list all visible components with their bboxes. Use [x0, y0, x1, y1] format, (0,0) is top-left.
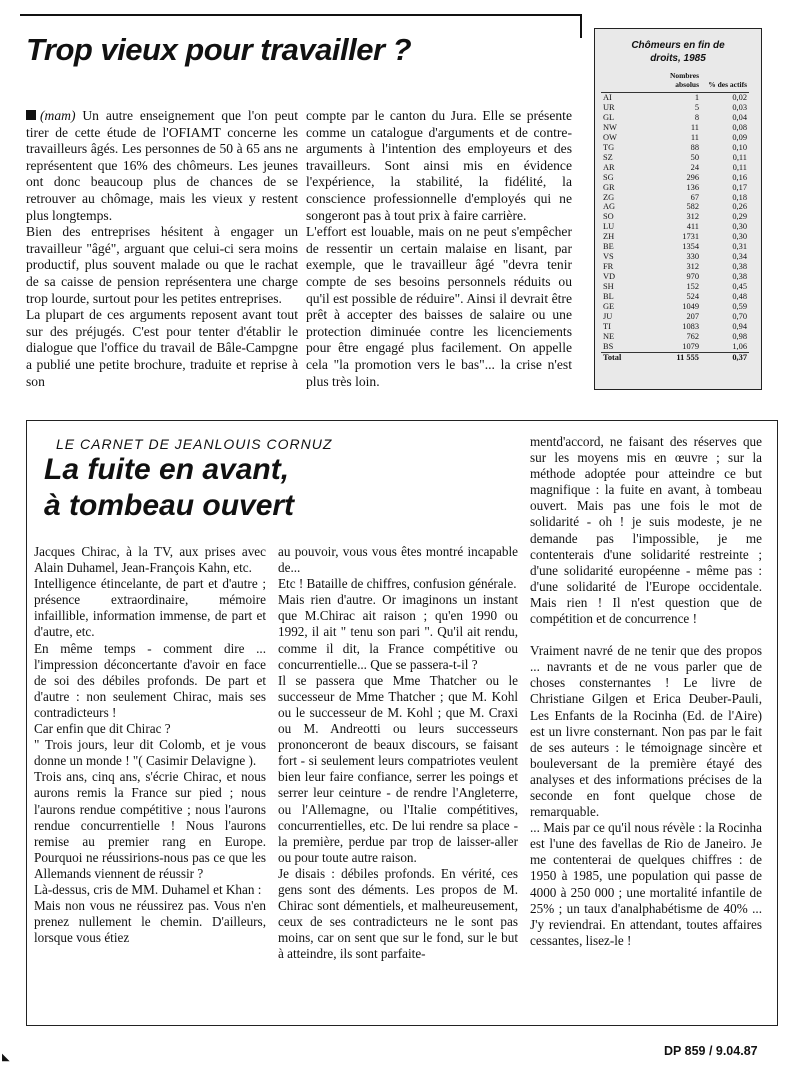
percent-active: 0,02: [732, 93, 747, 102]
absolute-count: 524: [686, 292, 699, 302]
column-header-absolute: Nombres absolus: [645, 71, 701, 93]
carnet-column-3: [530, 434, 762, 949]
canton-code: AR: [603, 162, 615, 172]
absolute-count: 1: [694, 93, 699, 102]
percent-active: 0,04: [732, 112, 747, 122]
paragraph: Car enfin que dit Chirac ?: [34, 721, 171, 737]
paragraph: L'effort est louable, mais on ne peut s'empêcher de ressentir un certain malaise en lisant, par exemple, que le travailleur âgé "devra tenir compte de ses besoins personnels réduits ou qu'il est possible de réduire". Ainsi il devrait être prêt à accepter des baisses de salaire ou une protection diminuée contre les licenciements pour être engagé plus facilement. On appelle cela "la promotion vers le bas"... la crise n'est plus très loin.: [306, 224, 572, 389]
top-rule: [20, 14, 580, 16]
page-footer: DP 859 / 9.04.87: [664, 1044, 758, 1058]
percent-active: 0,48: [732, 292, 747, 302]
canton-code: Total: [601, 352, 645, 362]
table-row: [601, 252, 749, 262]
percent-active: 0,38: [732, 262, 747, 272]
canton-code: BS: [603, 341, 614, 351]
percent-active: 0,37: [701, 352, 749, 362]
table-title: Chômeurs en fin de droits, 1985: [631, 40, 725, 64]
paragraph: Là-dessus, cris de MM. Duhamel et Khan :: [34, 881, 262, 897]
canton-code: BE: [603, 242, 614, 252]
canton-code: LU: [603, 222, 615, 232]
paragraph: ... Mais par ce qu'il nous révèle : la Rocinha est l'une des favellas de Rio de Janeiro. Je me contenterai de quelques chiffres : de 1950 à 1985, une population qui passe de 4000 à 250 000 ; une mortalité infantile de 25% ; un taux d'analphabétisme de 40% ... J'y reviendrai. En attendant, toutes affaires cessantes, lisez-le !: [530, 820, 762, 948]
absolute-count: 312: [686, 262, 699, 272]
canton-code: ZH: [603, 232, 615, 242]
absolute-count: 5: [694, 102, 699, 112]
percent-active: 0,08: [732, 122, 747, 132]
paragraph: Bien des entreprises hésitent à engager un travailleur "âgé", arguant que celui-ci sera moins productif, plus souvent malade ou que le rachat de sa caisse de pension représentera une charge trop lourde, surtout pour les petites entreprises.: [26, 224, 298, 306]
absolute-count: 296: [686, 172, 699, 182]
percent-active: 0,70: [732, 311, 747, 321]
canton-code: JU: [603, 311, 613, 321]
absolute-count: 50: [690, 152, 699, 162]
paragraph: Je disais : débiles profonds. En vérité, ces gens sont des déments. Les propos de M. Chirac sont démentiels, et malheureusement, ceux de ses contradicteurs ne le sont pas moins, car on sent que sur le fond, sur le but à atteindre, ils sont parfaite-: [278, 865, 518, 962]
absolute-count: 1049: [682, 302, 699, 312]
percent-active: 0,59: [732, 302, 747, 312]
top-rule-corner: [580, 14, 582, 38]
canton-code: AG: [603, 202, 616, 212]
table-row: [601, 272, 749, 282]
absolute-count: 152: [686, 282, 699, 292]
percent-active: 0,30: [732, 232, 747, 242]
absolute-count: 67: [690, 192, 699, 202]
absolute-count: 762: [686, 331, 699, 341]
table-row: [601, 302, 749, 312]
absolute-count: 11: [690, 122, 699, 132]
author-tag: (mam): [40, 108, 76, 123]
absolute-count: 312: [686, 212, 699, 222]
percent-active: 0,10: [732, 142, 747, 152]
percent-active: 0,18: [732, 192, 747, 202]
percent-active: 0,26: [732, 202, 747, 212]
table-row: [601, 103, 749, 113]
table-row: [601, 153, 749, 163]
carnet-column-1: [34, 544, 266, 946]
paragraph: Jacques Chirac, à la TV, aux prises avec Alain Duhamel, Jean-François Kahn, etc.: [34, 544, 266, 576]
carnet-column-2: [278, 544, 518, 962]
percent-active: 0,45: [732, 282, 747, 292]
percent-active: 0,09: [732, 132, 747, 142]
canton-code: GR: [603, 182, 615, 192]
table-row: [601, 332, 749, 342]
absolute-count: 1731: [682, 232, 699, 242]
unemployment-table: [601, 71, 749, 363]
paragraph: Vraiment navré de ne tenir que des propos ... navrants et de ne vous parler que de choses consternantes ! Le livre de Christiane Gilgen et Erica Deuber-Pauli, Les Enfants de la Rocinha (Ed. de l'Aire) est un livre consternant. Non pas par le fait de ses auteurs : le témoignage sincère et bouleversant de la première étayé des analyses et des informations précises de la seconde en font quelque chose de remarquable.: [530, 643, 762, 820]
crop-mark-icon: ◣: [2, 1052, 10, 1063]
absolute-count: 24: [690, 162, 699, 172]
percent-active: 0,34: [732, 252, 747, 262]
paragraph: Mais rien d'autre. Or imaginons un instant que M.Chirac ait raison ; qu'en 1990 ou 1992, il ait " tenu son pari ". Qu'il ait rendu, comme il dit, la France compétitive ou concurrentielle... Que se passera-t-il ?: [278, 592, 518, 672]
absolute-count: 88: [690, 142, 699, 152]
absolute-count: 582: [686, 202, 699, 212]
carnet-title: La fuite en avant, à tombeau ouvert: [44, 453, 295, 522]
paragraph: " Trois jours, leur dit Colomb, et je vous donne un monde ! "( Casimir Delavigne ).: [34, 737, 266, 769]
canton-code: GE: [603, 302, 615, 312]
table-row: [601, 342, 749, 352]
canton-code: VD: [603, 272, 616, 282]
canton-code: ZG: [603, 192, 615, 202]
paragraph: La plupart de ces arguments reposent avant tout sur des préjugés. C'est pour tenter d'établir le dialogue que l'office du travail de Bâle-Campgne a publié une petite brochure, traduite et reprise à son: [26, 307, 298, 389]
canton-code: UR: [603, 102, 615, 112]
table-row: [601, 163, 749, 173]
table-row: [601, 133, 749, 143]
table-total-row: [601, 352, 749, 362]
absolute-count: 8: [694, 112, 699, 122]
absolute-count: 1083: [682, 321, 699, 331]
column-header-percent: % des actifs: [701, 71, 749, 93]
percent-active: 1,06: [732, 341, 747, 351]
canton-code: SH: [603, 282, 614, 292]
table-row: [601, 242, 749, 252]
paragraph: au pouvoir, vous vous êtes montré incapable de...: [278, 544, 518, 576]
absolute-count: 1354: [682, 242, 699, 252]
table-row: [601, 212, 749, 222]
table-row: [601, 202, 749, 212]
bullet-square-icon: [26, 110, 36, 120]
paragraph: mentd'accord, ne faisant des réserves que sur les moyens mis en œuvre ; sur la méthode adoptée pour atteindre ce but magnifique : la fuite en avant, à tombeau ouvert. Mais pas une fois le mot de solidarité - oh ! je suis modeste, je ne demande pas l'impossible, je me contenterais d'une solidarité restreinte ; d'une solidarité européenne - même pas : d'une solidarité de l'Europe occidentale. Mais rien ! Il n'est question que de compétition et de concurrence !: [530, 434, 762, 627]
canton-code: SZ: [603, 152, 613, 162]
paragraph: (mam) Un autre enseignement que l'on peut tirer de cette étude de l'OFIAMT concerne les travailleurs âgés. Les personnes de 50 à 65 ans ne représentent que 16% des chômeurs. Les jeunes ont donc beaucoup plus de chances de se retrouver au chômage, mais les vieux y restent plus longtemps.: [26, 108, 298, 223]
canton-code: NW: [603, 122, 617, 132]
table-row: [601, 113, 749, 123]
canton-code: VS: [603, 252, 614, 262]
paragraph: Intelligence étincelante, de part et d'autre ; présence extraordinaire, mémoire infaillible, information immense, de part et d'autre, etc.: [34, 576, 266, 640]
canton-code: TG: [603, 142, 615, 152]
canton-code: NE: [603, 331, 615, 341]
absolute-count: 11 555: [645, 352, 701, 362]
percent-active: 0,11: [732, 162, 747, 172]
percent-active: 0,17: [732, 182, 747, 192]
table-row: [601, 232, 749, 242]
paragraph: Il se passera que Mme Thatcher ou le successeur de Mme Thatcher ; que M. Kohl ou le successeur de M. Kohl ; que M. Craxi ou M. Andreotti ou leurs successeurs prononceront de beaux discours, se faisant fort - si seulement leurs compatriotes veulent bien leur faire confiance, serrer les poings et serrer leur ceinture - de rendre l'Angleterre, ou l'Allemagne, ou l'Italie compétitives, concurrentielles, etc. De lui rendre sa place - la première, perdue par trop de laisser-aller ou pour toute autre raison.: [278, 672, 518, 865]
paragraph: compte par le canton du Jura. Elle se présente comme un catalogue d'arguments et de contre-arguments à l'intention des employeurs et des travailleurs. Sont ainsi mis en évidence l'expérience, la stabilité, la fidélité, la conscience professionnelle d'employés qui ne songeront pas à tout prix à faire carrière.: [306, 108, 572, 223]
table-row: [601, 262, 749, 272]
percent-active: 0,03: [732, 102, 747, 112]
percent-active: 0,98: [732, 331, 747, 341]
canton-code: OW: [603, 132, 617, 142]
percent-active: 0,11: [732, 152, 747, 162]
article-title: Trop vieux pour travailler ?: [26, 32, 412, 67]
canton-code: SG: [603, 172, 614, 182]
table-row: [601, 193, 749, 203]
percent-active: 0,30: [732, 222, 747, 232]
percent-active: 0,29: [732, 212, 747, 222]
absolute-count: 11: [690, 132, 699, 142]
table-row: [601, 222, 749, 232]
paragraph: Etc ! Bataille de chiffres, confusion générale.: [278, 576, 517, 592]
paragraph: En même temps - comment dire ... l'impression déconcertante d'avoir en face de soi des débiles profonds. De part et d'autre : non seulement Chirac, mais ses contradicteurs !: [34, 640, 266, 720]
table-row: [601, 183, 749, 193]
percent-active: 0,16: [732, 172, 747, 182]
percent-active: 0,31: [732, 242, 747, 252]
table-row: [601, 123, 749, 133]
percent-active: 0,94: [732, 321, 747, 331]
paragraph: Mais non vous ne réussirez pas. Vous n'en prenez nullement le chemin. D'ailleurs, lorsque vous étiez: [34, 898, 266, 946]
table-row: [601, 282, 749, 292]
canton-code: SO: [603, 212, 614, 222]
absolute-count: 136: [686, 182, 699, 192]
canton-code: AI: [603, 93, 612, 102]
article-column-2: [306, 108, 572, 390]
article-column-1: [26, 108, 298, 390]
absolute-count: 970: [686, 272, 699, 282]
table-row: [601, 312, 749, 322]
paragraph: Trois ans, cinq ans, s'écrie Chirac, et nous aurons remis la France sur pied ; nous l'aurons rendue compétitive ; nous l'aurons rendue concurrentielle ! Nous l'aurons remise au premier rang en Europe. Pourquoi ne réussirions-nous pas ce que les Allemands viennent de réussir ?: [34, 769, 266, 881]
absolute-count: 411: [686, 222, 699, 232]
percent-active: 0,38: [732, 272, 747, 282]
canton-code: BL: [603, 292, 614, 302]
table-row: [601, 143, 749, 153]
absolute-count: 1079: [682, 341, 699, 351]
absolute-count: 330: [686, 252, 699, 262]
table-row: [601, 292, 749, 302]
canton-code: FR: [603, 262, 614, 272]
absolute-count: 207: [686, 311, 699, 321]
table-row: [601, 173, 749, 183]
unemployment-table-box: [594, 28, 762, 390]
canton-code: TI: [603, 321, 611, 331]
table-row: [601, 93, 749, 103]
column-rubric: LE CARNET DE JEANLOUIS CORNUZ: [56, 436, 333, 452]
table-row: [601, 322, 749, 332]
canton-code: GL: [603, 112, 615, 122]
